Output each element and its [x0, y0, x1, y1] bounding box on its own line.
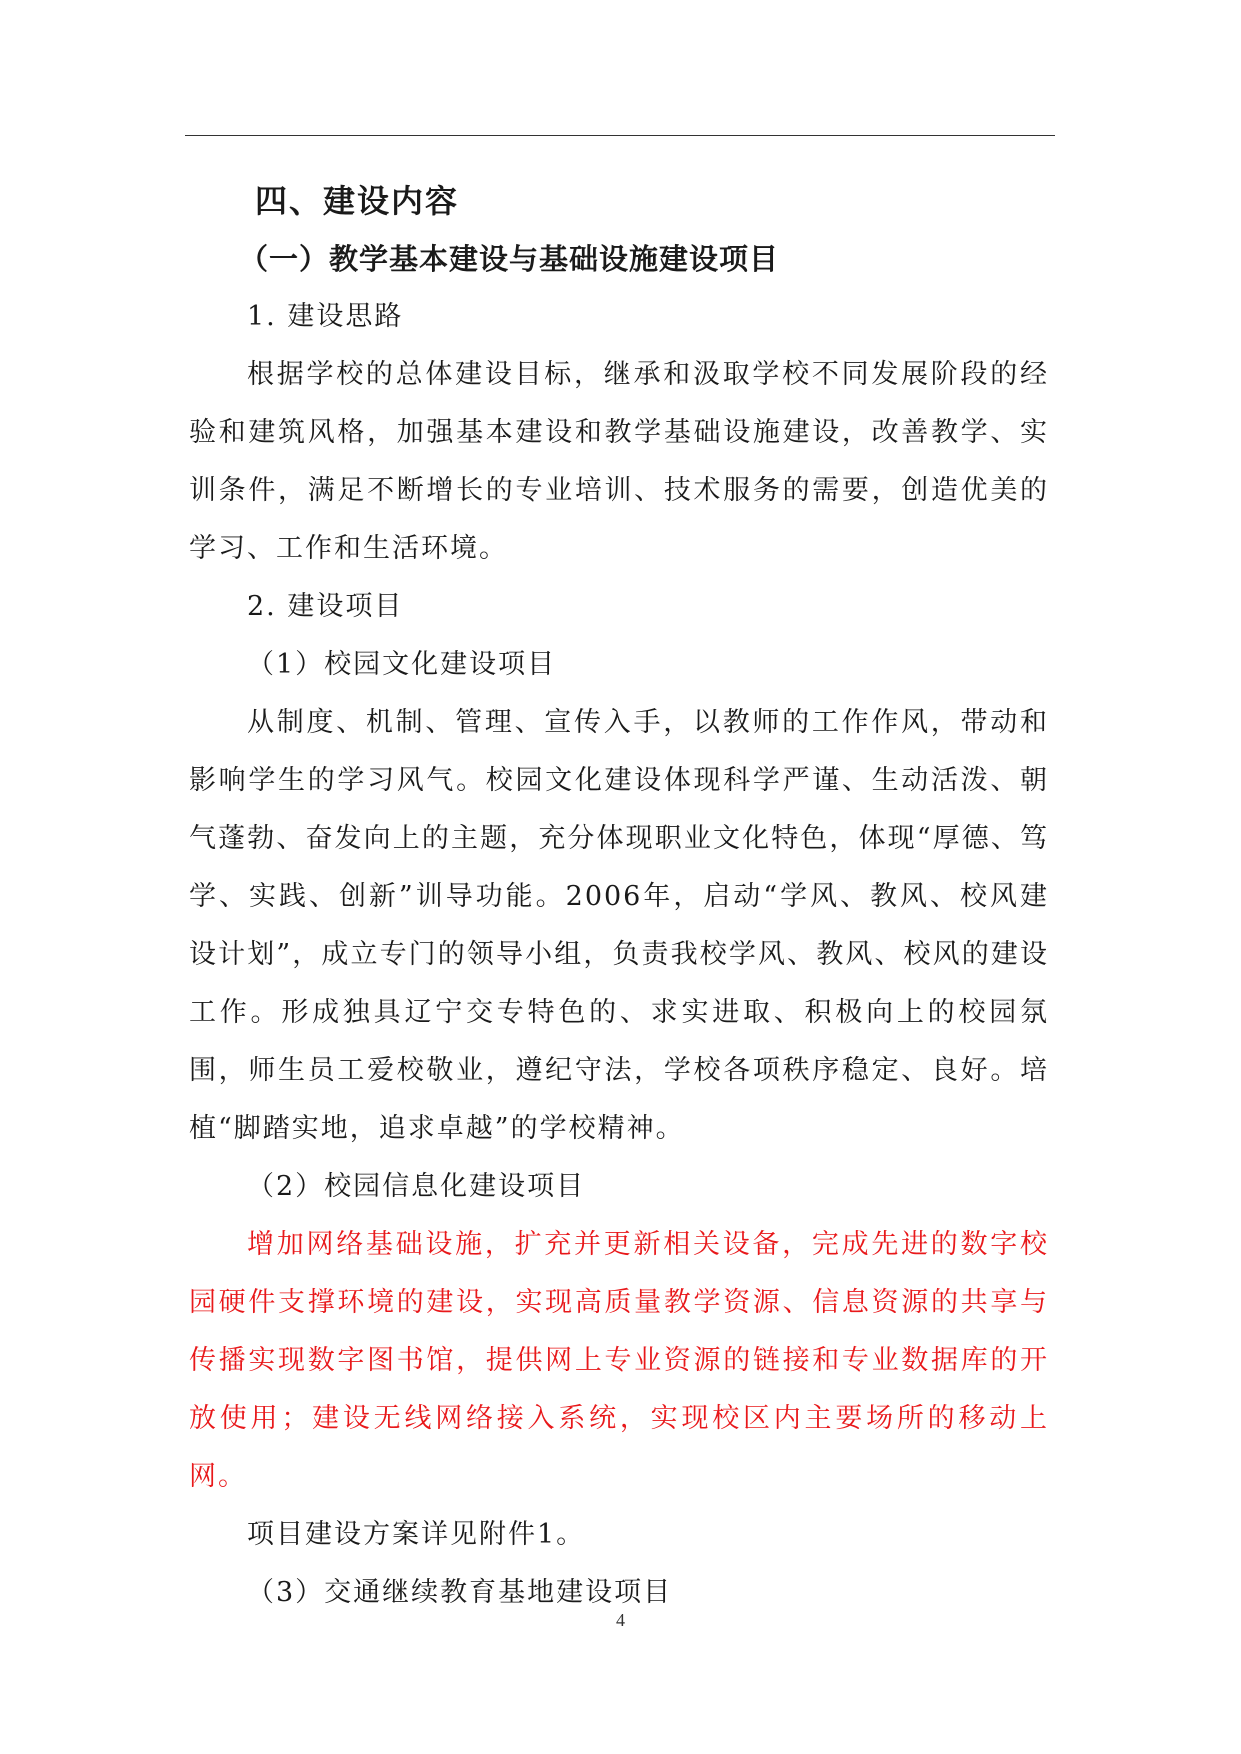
paragraph-construction-approach: 根据学校的总体建设目标，继承和汲取学校不同发展阶段的经验和建筑风格，加强基本建设和教学基础设施建设，改善教学、实训条件，满足不断增长的专业培训、技术服务的需要，创造优美的学习、工作和生活环境。 [189, 359, 1049, 564]
paragraph-campus-culture: 从制度、机制、管理、宣传入手，以教师的工作作风，带动和影响学生的学习风气。校园文化建设体现科学严谨、生动活泼、朝气蓬勃、奋发向上的主题，充分体现职业文化特色，体现“厚德、笃学、实践、创新”训导功能。2006年，启动“学风、教风、校风建设计划”，成立专门的领导小组，负责我校学风、教风、校风的建设工作。形成独具辽宁交专特色的、求实进取、积极向上的校园氛围，师生员工爱校敬业，遵纪守法，学校各项秩序稳定、良好。培植“脚踏实地，追求卓越”的学校精神。 [189, 707, 1049, 1144]
item-title-construction-approach: 1. 建设思路 [247, 301, 404, 332]
project-note-attachment: 项目建设方案详见附件1。 [247, 1519, 586, 1550]
header-rule [185, 135, 1055, 136]
subsection-heading: （一）教学基本建设与基础设施建设项目 [239, 242, 780, 276]
project-title-campus-informatization: （2）校园信息化建设项目 [247, 1171, 586, 1202]
project-title-campus-culture: （1）校园文化建设项目 [247, 649, 557, 680]
page-number: 4 [616, 1610, 625, 1630]
paragraph-campus-informatization: 增加网络基础设施，扩充并更新相关设备，完成先进的数字校园硬件支撑环境的建设，实现高质量教学资源、信息资源的共享与传播实现数字图书馆，提供网上专业资源的链接和专业数据库的开放使用；建设无线网络接入系统，实现校区内主要场所的移动上网。 [189, 1229, 1049, 1492]
page-body [189, 172, 1049, 1622]
section-heading: 四、建设内容 [255, 182, 460, 220]
project-title-continuing-education-base: （3）交通继续教育基地建设项目 [247, 1577, 673, 1608]
item-title-construction-projects: 2. 建设项目 [247, 591, 404, 622]
